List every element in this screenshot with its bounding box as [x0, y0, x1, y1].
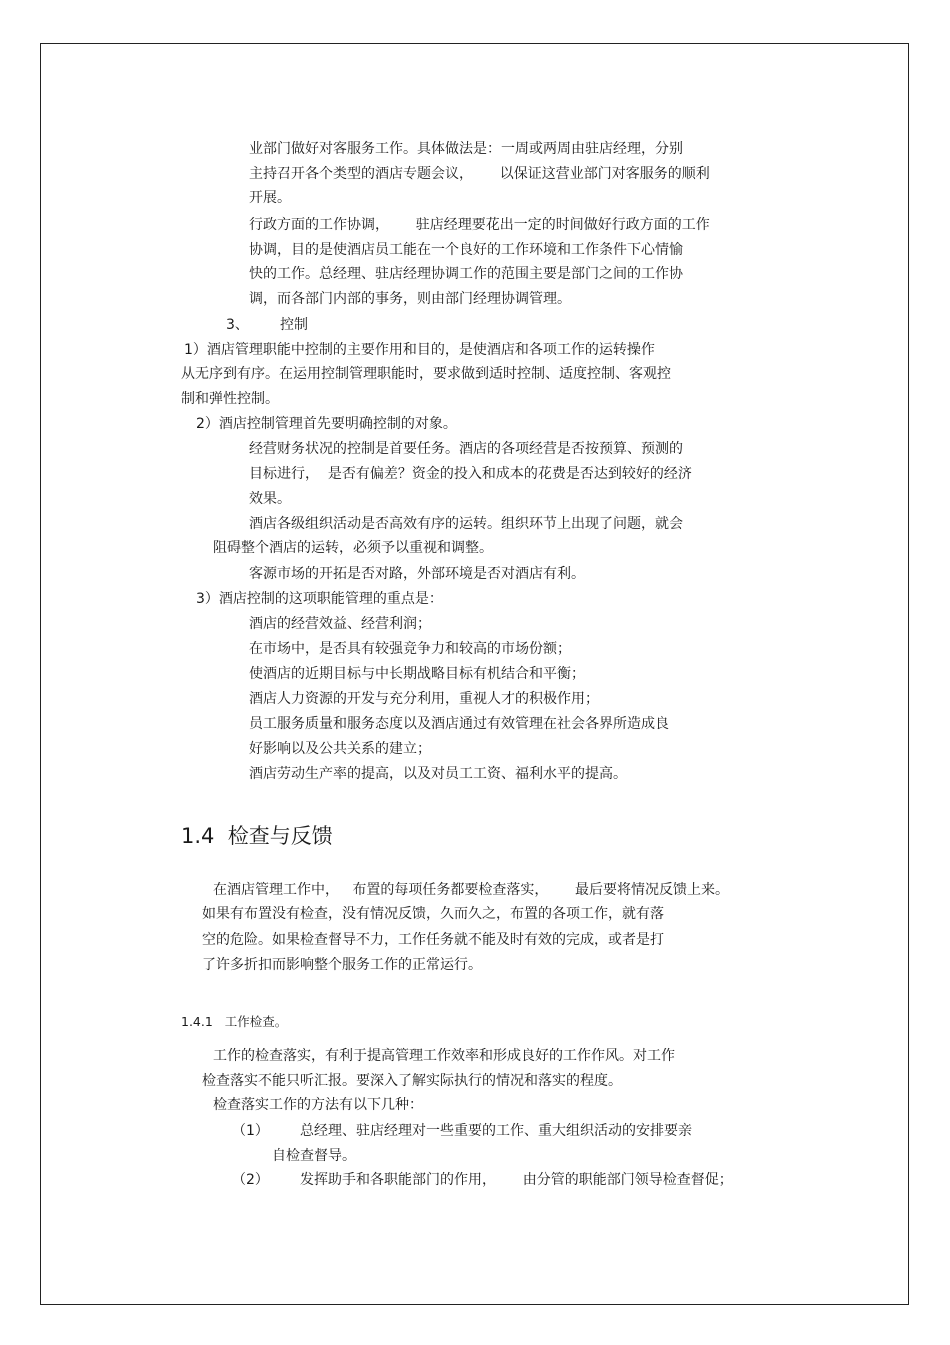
text-line: 业部门做好对客服务工作。具体做法是：一周或两周由驻店经理，分别 — [249, 141, 683, 157]
text-line: 开展。 — [249, 190, 291, 206]
section-title: 1.4 检查与反馈 — [181, 824, 333, 848]
text-line: 如果有布置没有检查，没有情况反馈，久而久之，布置的各项工作，就有落 — [202, 906, 664, 922]
text-line: 从无序到有序。在运用控制管理职能时，要求做到适时控制、适度控制、客观控 — [181, 366, 671, 382]
text-line: 协调，目的是使酒店员工能在一个良好的工作环境和工作条件下心情愉 — [249, 242, 683, 258]
subsection-title: 1.4.1 工作检查。 — [181, 1014, 288, 1029]
text-line: 调，而各部门内部的事务，则由部门经理协调管理。 — [249, 291, 571, 307]
text-line: 制和弹性控制。 — [181, 391, 279, 407]
text-line: 主持召开各个类型的酒店专题会议， 以保证这营业部门对客服务的顺利 — [249, 166, 710, 182]
text-line: 好影响以及公共关系的建立； — [249, 741, 431, 757]
text-line: 了许多折扣而影响整个服务工作的正常运行。 — [202, 957, 482, 973]
text-line: 客源市场的开拓是否对路，外部环境是否对酒店有利。 — [249, 566, 585, 582]
text-line: 1）酒店管理职能中控制的主要作用和目的，是使酒店和各项工作的运转操作 — [184, 342, 655, 358]
text-line: 经营财务状况的控制是首要任务。酒店的各项经营是否按预算、预测的 — [249, 441, 683, 457]
list-item: 自检查督导。 — [272, 1148, 356, 1164]
text-line: 检查落实不能只听汇报。要深入了解实际执行的情况和落实的程度。 — [202, 1073, 622, 1089]
text-line: 检查落实工作的方法有以下几种： — [213, 1097, 423, 1113]
list-item: （2） 发挥助手和各职能部门的作用， 由分管的职能部门领导检查督促； — [232, 1172, 733, 1188]
text-line: 阻碍整个酒店的运转，必须予以重视和调整。 — [213, 540, 493, 556]
text-line: 酒店人力资源的开发与充分利用，重视人才的积极作用； — [249, 691, 599, 707]
text-line: 在市场中，是否具有较强竞争力和较高的市场份额； — [249, 641, 571, 657]
text-line: 快的工作。总经理、驻店经理协调工作的范围主要是部门之间的工作协 — [249, 266, 683, 282]
text-line: 在酒店管理工作中， 布置的每项任务都要检查落实， 最后要将情况反馈上来。 — [213, 882, 730, 898]
text-line: 效果。 — [249, 491, 291, 507]
text-line: 目标进行， 是否有偏差？资金的投入和成本的花费是否达到较好的经济 — [249, 466, 692, 482]
text-line: 酒店劳动生产率的提高，以及对员工工资、福利水平的提高。 — [249, 766, 627, 782]
text-line: 3）酒店控制的这项职能管理的重点是： — [196, 591, 443, 607]
text-line: 使酒店的近期目标与中长期战略目标有机结合和平衡； — [249, 666, 585, 682]
text-line: 2）酒店控制管理首先要明确控制的对象。 — [196, 416, 457, 432]
section-heading: 3、 控制 — [226, 317, 309, 333]
text-line: 员工服务质量和服务态度以及酒店通过有效管理在社会各界所造成良 — [249, 716, 669, 732]
text-line: 行政方面的工作协调， 驻店经理要花出一定的时间做好行政方面的工作 — [249, 217, 710, 233]
text-line: 酒店的经营效益、经营利润； — [249, 616, 431, 632]
text-line: 酒店各级组织活动是否高效有序的运转。组织环节上出现了问题，就会 — [249, 516, 683, 532]
text-line: 工作的检查落实，有利于提高管理工作效率和形成良好的工作作风。对工作 — [213, 1048, 675, 1064]
list-item: （1） 总经理、驻店经理对一些重要的工作、重大组织活动的安排要亲 — [232, 1123, 693, 1139]
text-line: 空的危险。如果检查督导不力，工作任务就不能及时有效的完成，或者是打 — [202, 932, 664, 948]
